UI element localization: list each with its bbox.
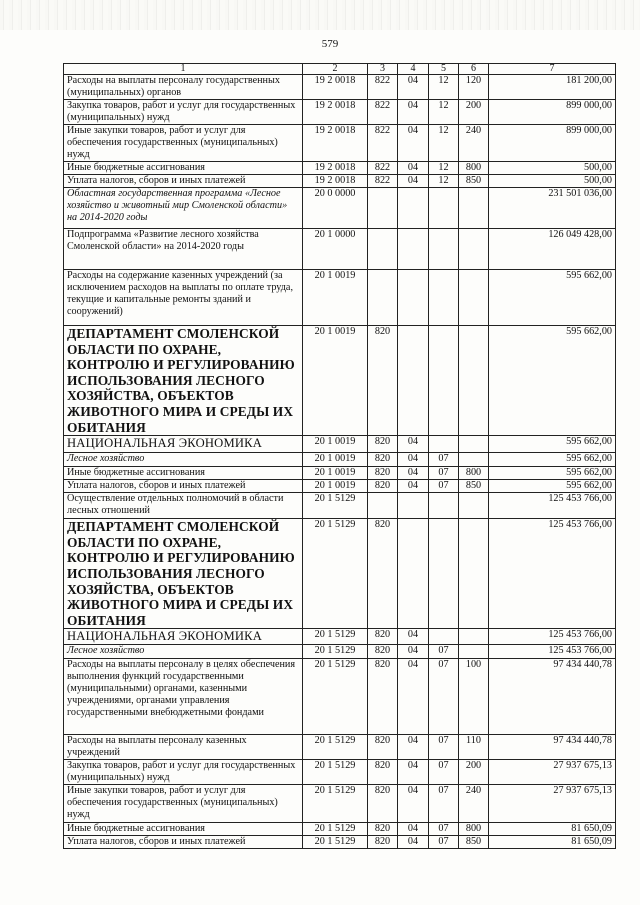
amount: 125 453 766,00 (489, 519, 616, 629)
target-article-code: 20 0 0000 (303, 188, 368, 229)
target-article-code: 20 1 5129 (303, 519, 368, 629)
table-row (64, 659, 616, 735)
ministry-code (368, 270, 398, 326)
expense-type-code (459, 645, 489, 659)
expense-type-code: 800 (459, 467, 489, 480)
ministry-code: 822 (368, 175, 398, 188)
subsection-code (429, 229, 459, 270)
target-article-code: 19 2 0018 (303, 175, 368, 188)
table-row (64, 175, 616, 188)
table-row (64, 162, 616, 175)
subsection-code: 12 (429, 162, 459, 175)
target-article-code: 19 2 0018 (303, 100, 368, 125)
expense-type-code (459, 188, 489, 229)
subsection-code: 12 (429, 125, 459, 162)
ministry-code: 820 (368, 645, 398, 659)
expense-name: ДЕПАРТАМЕНТ СМОЛЕНСКОЙ ОБЛАСТИ ПО ОХРАНЕ, КОНТРОЛЮ И РЕГУЛИРОВАНИЮ ИСПОЛЬЗОВАНИЯ ЛЕСНОГО ХОЗЯЙСТВА, ОБЪЕКТОВ ЖИВОТНОГО МИРА И СРЕДЫ ИХ ОБИТАНИЯ (64, 519, 303, 629)
section-code (398, 229, 429, 270)
section-code: 04 (398, 467, 429, 480)
ministry-code: 820 (368, 467, 398, 480)
amount: 500,00 (489, 162, 616, 175)
expense-name: Закупка товаров, работ и услуг для государственных (муниципальных) нужд (64, 100, 303, 125)
subsection-code: 07 (429, 659, 459, 735)
expense-type-code: 200 (459, 100, 489, 125)
ministry-code: 820 (368, 436, 398, 453)
subsection-code (429, 436, 459, 453)
subsection-code: 12 (429, 100, 459, 125)
target-article-code: 20 1 0019 (303, 480, 368, 493)
table-row (64, 270, 616, 326)
section-code (398, 270, 429, 326)
ministry-code: 820 (368, 836, 398, 849)
expense-name: Областная государственная программа «Лесное хозяйство и животный мир Смоленской области» на 2014-2020 годы (64, 188, 303, 229)
expense-type-code: 850 (459, 836, 489, 849)
header-cell: 5 (429, 64, 459, 75)
expense-type-code: 200 (459, 760, 489, 785)
header-cell: 4 (398, 64, 429, 75)
ministry-code: 820 (368, 480, 398, 493)
expense-name: НАЦИОНАЛЬНАЯ ЭКОНОМИКА (64, 436, 303, 453)
expense-type-code (459, 436, 489, 453)
table-row (64, 453, 616, 467)
table-row (64, 823, 616, 836)
table-header-row (64, 64, 616, 75)
section-code: 04 (398, 436, 429, 453)
expense-type-code (459, 326, 489, 436)
budget-table (63, 63, 616, 849)
amount: 125 453 766,00 (489, 645, 616, 659)
table-row (64, 519, 616, 629)
subsection-code (429, 629, 459, 645)
target-article-code: 20 1 5129 (303, 760, 368, 785)
section-code: 04 (398, 175, 429, 188)
table-row (64, 229, 616, 270)
expense-type-code: 100 (459, 659, 489, 735)
target-article-code: 20 1 5129 (303, 785, 368, 823)
table-row (64, 100, 616, 125)
table-row (64, 125, 616, 162)
expense-name: Осуществление отдельных полномочий в области лесных отношений (64, 493, 303, 519)
expense-type-code (459, 270, 489, 326)
amount: 181 200,00 (489, 75, 616, 100)
expense-name: Лесное хозяйство (64, 453, 303, 467)
subsection-code (429, 270, 459, 326)
amount: 81 650,09 (489, 836, 616, 849)
expense-type-code: 110 (459, 735, 489, 760)
target-article-code: 20 1 5129 (303, 735, 368, 760)
table-row (64, 467, 616, 480)
section-code: 04 (398, 75, 429, 100)
subsection-code: 07 (429, 836, 459, 849)
amount: 500,00 (489, 175, 616, 188)
expense-name: Расходы на выплаты персоналу казенных учреждений (64, 735, 303, 760)
ministry-code: 820 (368, 453, 398, 467)
amount: 231 501 036,00 (489, 188, 616, 229)
expense-type-code (459, 229, 489, 270)
amount: 97 434 440,78 (489, 735, 616, 760)
subsection-code: 12 (429, 175, 459, 188)
table-row (64, 735, 616, 760)
target-article-code: 20 1 0019 (303, 453, 368, 467)
subsection-code: 07 (429, 453, 459, 467)
page-number: 579 (321, 38, 339, 50)
table-row (64, 326, 616, 436)
expense-type-code: 800 (459, 162, 489, 175)
amount: 595 662,00 (489, 467, 616, 480)
expense-name: Подпрограмма «Развитие лесного хозяйства Смоленской области» на 2014-2020 годы (64, 229, 303, 270)
section-code: 04 (398, 480, 429, 493)
ministry-code: 822 (368, 75, 398, 100)
expense-type-code: 800 (459, 823, 489, 836)
ministry-code: 820 (368, 760, 398, 785)
table-row (64, 785, 616, 823)
amount: 125 453 766,00 (489, 629, 616, 645)
ministry-code: 820 (368, 823, 398, 836)
expense-type-code: 850 (459, 175, 489, 188)
subsection-code: 07 (429, 785, 459, 823)
ministry-code: 820 (368, 519, 398, 629)
section-code: 04 (398, 735, 429, 760)
expense-type-code (459, 629, 489, 645)
table-row (64, 480, 616, 493)
ministry-code (368, 493, 398, 519)
amount: 125 453 766,00 (489, 493, 616, 519)
ministry-code: 822 (368, 162, 398, 175)
header-cell: 2 (303, 64, 368, 75)
target-article-code: 20 1 5129 (303, 823, 368, 836)
ministry-code: 822 (368, 125, 398, 162)
table-row (64, 75, 616, 100)
amount: 126 049 428,00 (489, 229, 616, 270)
section-code: 04 (398, 629, 429, 645)
subsection-code: 07 (429, 467, 459, 480)
header-cell: 7 (489, 64, 616, 75)
section-code: 04 (398, 125, 429, 162)
table-row (64, 629, 616, 645)
subsection-code: 12 (429, 75, 459, 100)
section-code (398, 519, 429, 629)
expense-type-code (459, 453, 489, 467)
expense-type-code: 120 (459, 75, 489, 100)
target-article-code: 20 1 5129 (303, 836, 368, 849)
section-code: 04 (398, 760, 429, 785)
expense-name: Иные бюджетные ассигнования (64, 162, 303, 175)
target-article-code: 20 1 0019 (303, 467, 368, 480)
subsection-code (429, 519, 459, 629)
expense-name: Расходы на содержание казенных учреждений (за исключением расходов на выплаты по оплате труда, текущие и капитальные ремонты зданий и сооружений) (64, 270, 303, 326)
section-code: 04 (398, 785, 429, 823)
subsection-code: 07 (429, 645, 459, 659)
amount: 595 662,00 (489, 270, 616, 326)
ministry-code (368, 188, 398, 229)
expense-name: Иные бюджетные ассигнования (64, 467, 303, 480)
expense-type-code: 240 (459, 125, 489, 162)
section-code: 04 (398, 823, 429, 836)
ministry-code: 820 (368, 735, 398, 760)
expense-name: Иные бюджетные ассигнования (64, 823, 303, 836)
table-row (64, 436, 616, 453)
target-article-code: 19 2 0018 (303, 162, 368, 175)
section-code: 04 (398, 659, 429, 735)
target-article-code: 20 1 5129 (303, 659, 368, 735)
expense-name: Иные закупки товаров, работ и услуг для обеспечения государственных (муниципальных) нужд (64, 785, 303, 823)
amount: 27 937 675,13 (489, 760, 616, 785)
expense-name: Уплата налогов, сборов и иных платежей (64, 175, 303, 188)
target-article-code: 19 2 0018 (303, 75, 368, 100)
header-cell: 3 (368, 64, 398, 75)
ministry-code: 820 (368, 326, 398, 436)
amount: 899 000,00 (489, 125, 616, 162)
table-row (64, 493, 616, 519)
table-row (64, 836, 616, 849)
ministry-code: 820 (368, 659, 398, 735)
amount: 81 650,09 (489, 823, 616, 836)
section-code: 04 (398, 645, 429, 659)
subsection-code: 07 (429, 480, 459, 493)
section-code: 04 (398, 100, 429, 125)
amount: 595 662,00 (489, 480, 616, 493)
amount: 595 662,00 (489, 326, 616, 436)
target-article-code: 20 1 0019 (303, 326, 368, 436)
subsection-code: 07 (429, 735, 459, 760)
subsection-code (429, 326, 459, 436)
scan-edge-noise (0, 0, 640, 30)
subsection-code (429, 493, 459, 519)
amount: 27 937 675,13 (489, 785, 616, 823)
target-article-code: 20 1 5129 (303, 493, 368, 519)
expense-name: Расходы на выплаты персоналу в целях обеспечения выполнения функций государственными (муниципальными) органами, казенными учреждениями, органами управления государственными внебюджетными фондами (64, 659, 303, 735)
ministry-code (368, 229, 398, 270)
section-code (398, 326, 429, 436)
expense-name: Уплата налогов, сборов и иных платежей (64, 480, 303, 493)
expense-name: ДЕПАРТАМЕНТ СМОЛЕНСКОЙ ОБЛАСТИ ПО ОХРАНЕ, КОНТРОЛЮ И РЕГУЛИРОВАНИЮ ИСПОЛЬЗОВАНИЯ ЛЕСНОГО ХОЗЯЙСТВА, ОБЪЕКТОВ ЖИВОТНОГО МИРА И СРЕДЫ ИХ ОБИТАНИЯ (64, 326, 303, 436)
target-article-code: 20 1 0019 (303, 270, 368, 326)
amount: 97 434 440,78 (489, 659, 616, 735)
target-article-code: 20 1 5129 (303, 629, 368, 645)
table-row (64, 760, 616, 785)
subsection-code: 07 (429, 823, 459, 836)
section-code: 04 (398, 162, 429, 175)
amount: 595 662,00 (489, 453, 616, 467)
header-cell: 1 (64, 64, 303, 75)
expense-type-code (459, 493, 489, 519)
section-code: 04 (398, 453, 429, 467)
amount: 899 000,00 (489, 100, 616, 125)
target-article-code: 19 2 0018 (303, 125, 368, 162)
expense-name: НАЦИОНАЛЬНАЯ ЭКОНОМИКА (64, 629, 303, 645)
section-code (398, 493, 429, 519)
amount: 595 662,00 (489, 436, 616, 453)
expense-name: Закупка товаров, работ и услуг для государственных (муниципальных) нужд (64, 760, 303, 785)
subsection-code: 07 (429, 760, 459, 785)
target-article-code: 20 1 5129 (303, 645, 368, 659)
subsection-code (429, 188, 459, 229)
header-cell: 6 (459, 64, 489, 75)
section-code: 04 (398, 836, 429, 849)
expense-name: Иные закупки товаров, работ и услуг для обеспечения государственных (муниципальных) нужд (64, 125, 303, 162)
expense-type-code: 240 (459, 785, 489, 823)
target-article-code: 20 1 0000 (303, 229, 368, 270)
ministry-code: 820 (368, 785, 398, 823)
target-article-code: 20 1 0019 (303, 436, 368, 453)
table-row (64, 188, 616, 229)
expense-name: Расходы на выплаты персоналу государственных (муниципальных) органов (64, 75, 303, 100)
expense-type-code (459, 519, 489, 629)
expense-name: Уплата налогов, сборов и иных платежей (64, 836, 303, 849)
section-code (398, 188, 429, 229)
expense-type-code: 850 (459, 480, 489, 493)
ministry-code: 822 (368, 100, 398, 125)
ministry-code: 820 (368, 629, 398, 645)
expense-name: Лесное хозяйство (64, 645, 303, 659)
table-row (64, 645, 616, 659)
